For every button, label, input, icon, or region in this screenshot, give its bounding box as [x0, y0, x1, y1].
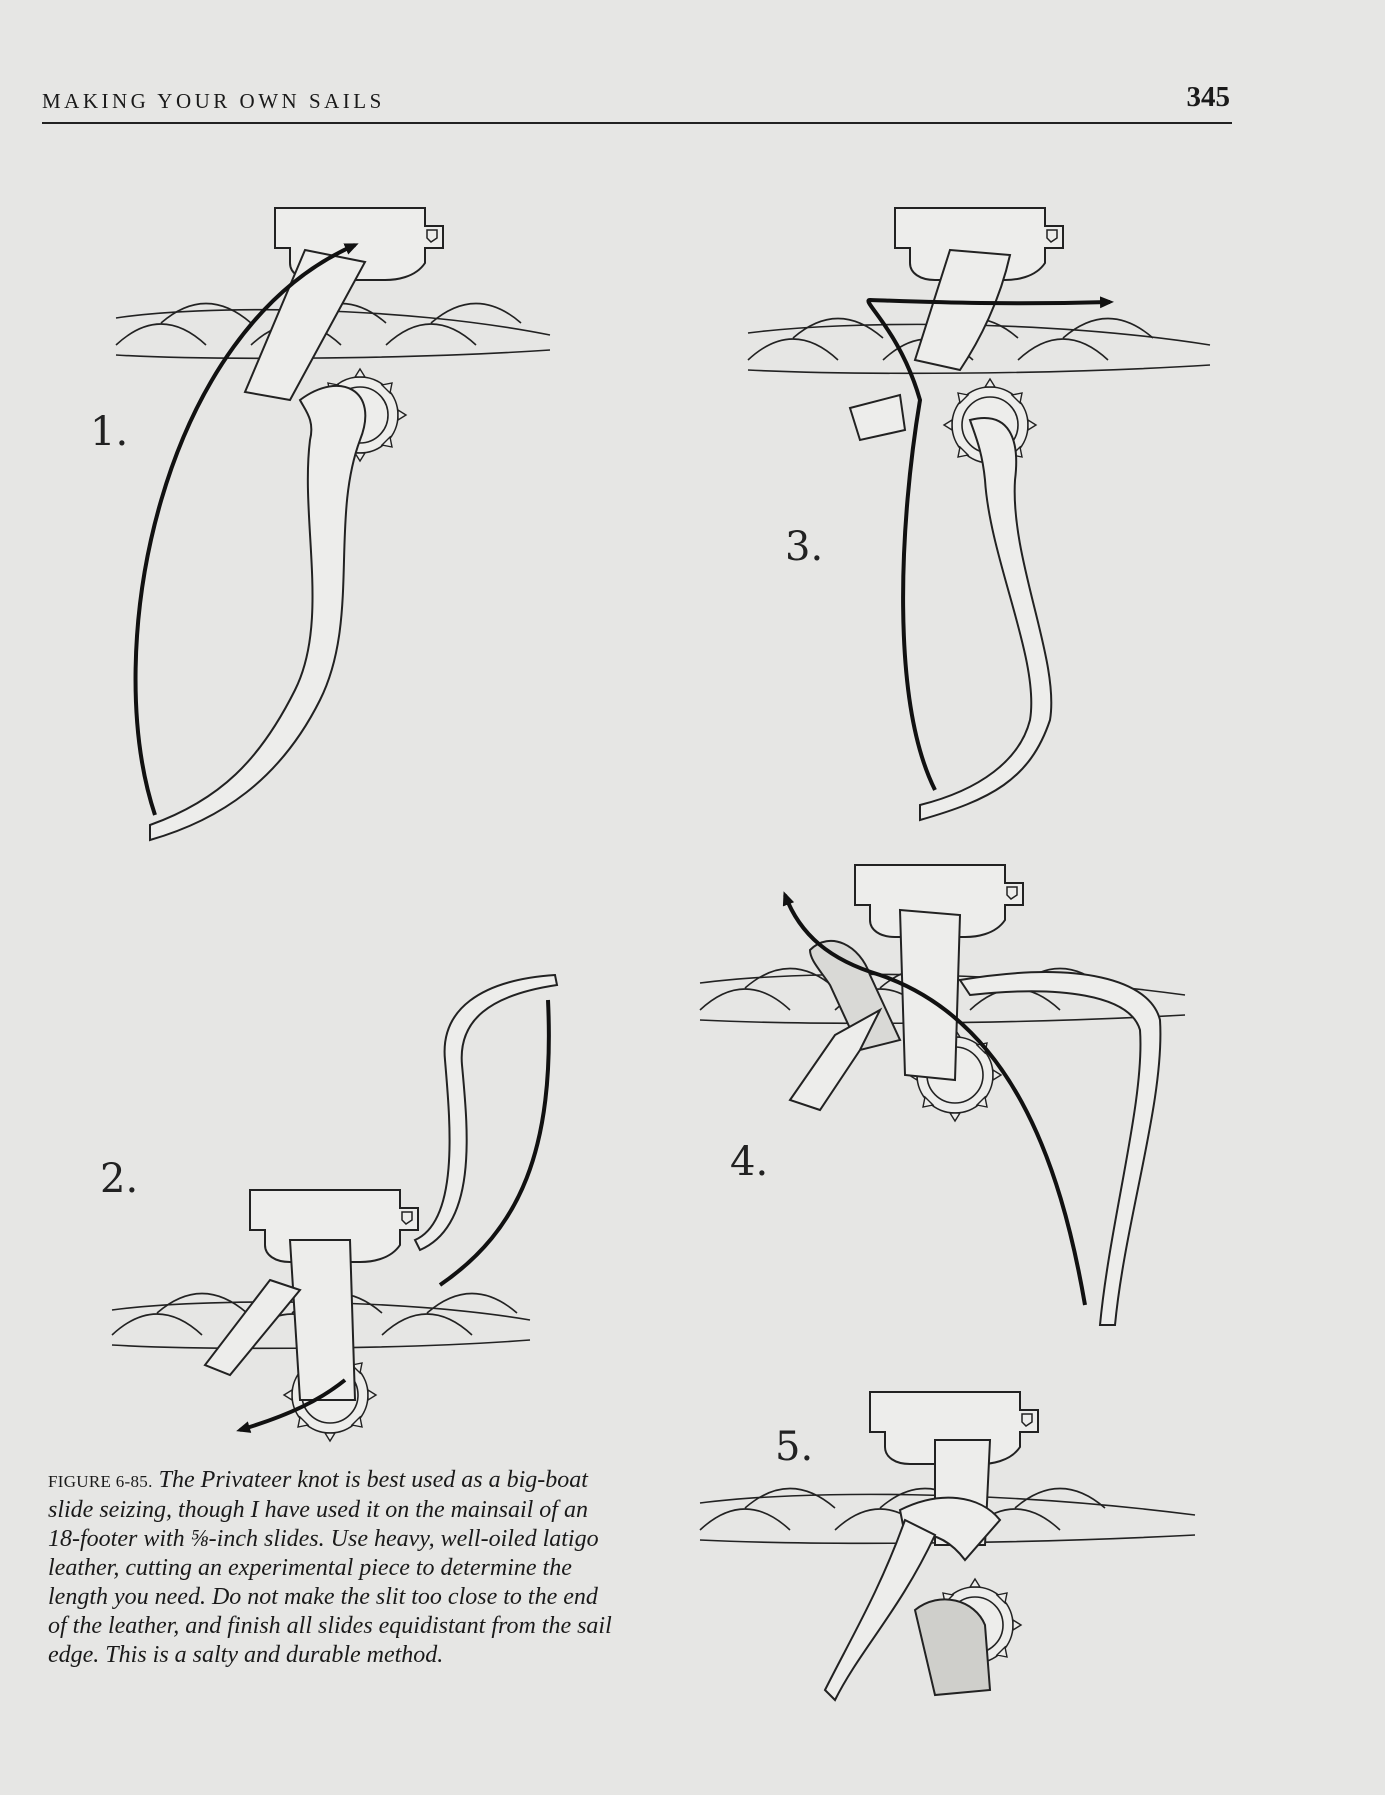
step-3-drawing — [748, 208, 1210, 820]
step-2-drawing — [112, 975, 557, 1441]
step-label-5: 5. — [775, 1424, 814, 1470]
step-1-drawing — [116, 208, 550, 840]
running-head: MAKING YOUR OWN SAILS — [42, 89, 385, 113]
step-label-4: 4. — [730, 1139, 769, 1185]
step-label-1: 1. — [90, 409, 129, 455]
step-label-2: 2. — [100, 1156, 139, 1202]
figure-caption — [48, 1466, 618, 1670]
caption-text: The Privateer knot is best used as a big-boat slide seizing, though I have used it on the mainsail of an 18-footer with ⅝-inch slides. Use heavy, well-oiled latigo leather, cutting an experimental piece to determine the length you need. Do not make the slit too close to the end of the leather, and finish all slides equidistant from the sail edge. This is a salty and durable method. — [48, 1467, 612, 1668]
page-number: 345 — [1186, 81, 1230, 113]
step-4-drawing — [700, 865, 1185, 1325]
step-label-3: 3. — [785, 524, 824, 570]
caption-label: FIGURE 6-85. — [48, 1472, 153, 1491]
